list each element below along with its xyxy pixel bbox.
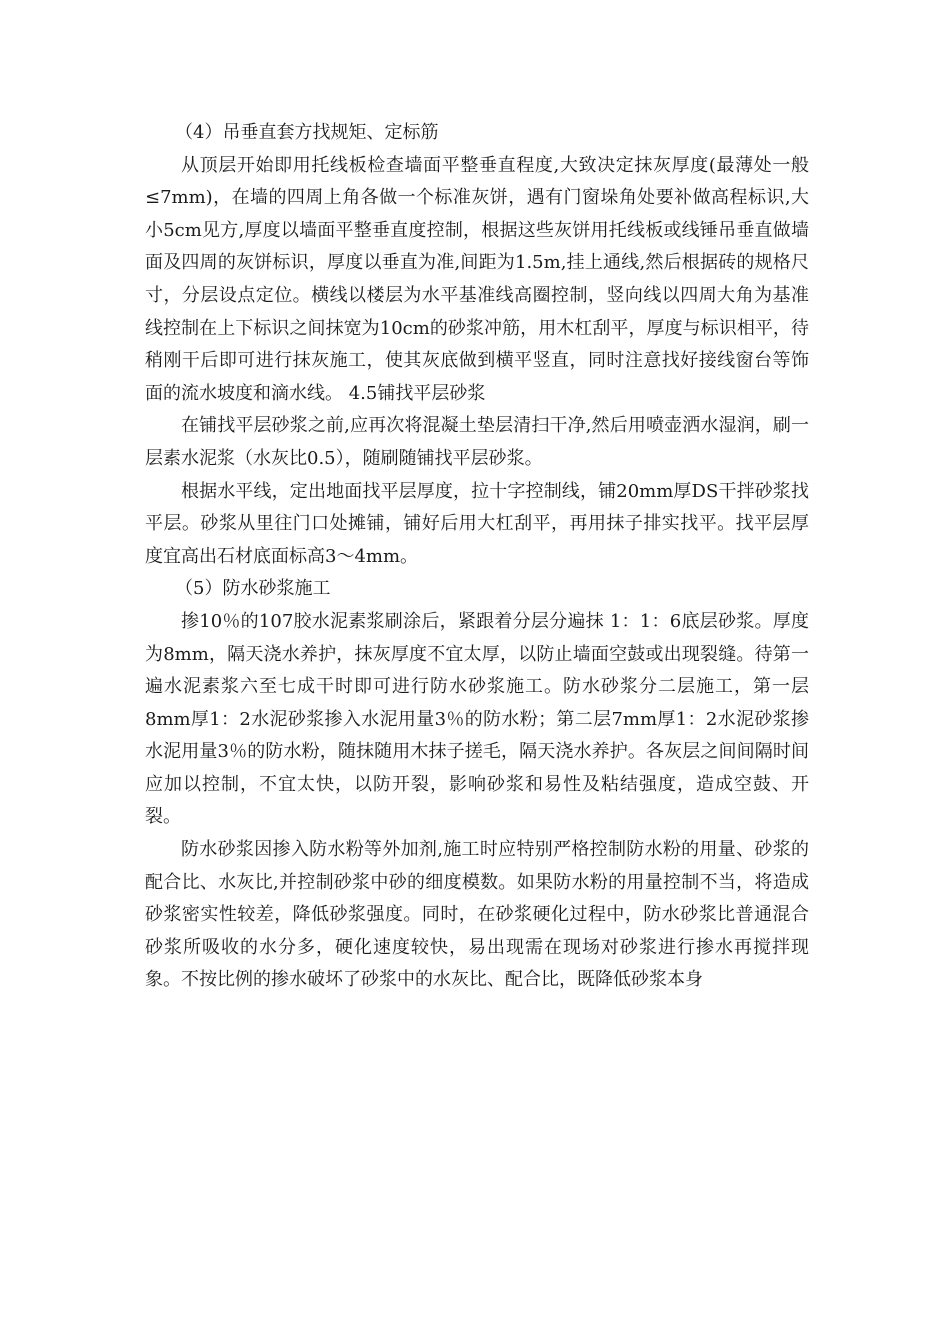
section-heading-4: （4）吊垂直套方找规矩、定标筋 (175, 122, 439, 143)
paragraph-leveling-prep: 在铺找平层砂浆之前,应再次将混凝土垫层清扫干净,然后用喷壶洒水湿润，刷一层素水泥浆（水灰比0.5），随刷随铺找平层砂浆。 (145, 415, 809, 469)
paragraph-waterproof-mortar: 掺10％的107胶水泥素浆刷涂后，紧跟着分层分遍抹 1：1：6底层砂浆。厚度为8mm，隔天浇水养护，抹灰厚度不宜太厚，以防止墙面空鼓或出现裂缝。待第一遍水泥素浆六至七成干时即可进行防水砂浆施工。防水砂浆分二层施工，第一层8mm厚1：2水泥砂浆掺入水泥用量3％的防水粉；第二层7mm厚1：2水泥砂浆掺水泥用量3％的防水粉，随抹随用木抹子搓毛，隔天浇水养护。各灰层之间间隔时间应加以控制，不宜太快，以防开裂，影响砂浆和易性及粘结强度，造成空鼓、开裂。 (145, 610, 809, 828)
paragraph-waterproof-additive: 防水砂浆因掺入防水粉等外加剂,施工时应特别严格控制防水粉的用量、砂浆的配合比、水灰比,并控制砂浆中砂的细度模数。如果防水粉的用量控制不当，将造成砂浆密实性较差，降低砂浆强度。同时，在砂浆硬化过程中，防水砂浆比普通混合砂浆所吸收的水分多，硬化速度较快，易出现需在现场对砂浆进行掺水再搅拌现象。不按比例的掺水破坏了砂浆中的水灰比、配合比，既降低砂浆本身 (145, 839, 809, 991)
paragraph-leveling-layer: 根据水平线，定出地面找平层厚度，拉十字控制线，铺20mm厚DS干拌砂浆找平层。砂浆从里往门口处摊铺，铺好后用大杠刮平，再用抹子排实找平。找平层厚度宜高出石材底面标高3～4mm。 (145, 480, 809, 567)
document-body (145, 117, 809, 997)
paragraph-plumb-alignment: 从顶层开始即用托线板检查墙面平整垂直程度,大致决定抹灰厚度(最薄处一般≤7mm)，在墙的四周上角各做一个标准灰饼，遇有门窗垛角处要补做高程标识,大小5cm见方,厚度以墙面平整垂直度控制，根据这些灰饼用托线板或线锤吊垂直做墙面及四周的灰饼标识，厚度以垂直为准,间距为1.5m,挂上通线,然后根据砖的规格尺寸，分层设点定位。横线以楼层为水平基准线高圈控制，竖向线以四周大角为基准线控制在上下标识之间抹宽为10cm的砂浆冲筋，用木杠刮平，厚度与标识相平，待稍刚干后即可进行抹灰施工，使其灰底做到横平竖直，同时注意找好接线窗台等饰面的流水坡度和滴水线。 4.5铺找平层砂浆 (145, 154, 809, 404)
section-heading-5: （5）防水砂浆施工 (175, 578, 331, 600)
